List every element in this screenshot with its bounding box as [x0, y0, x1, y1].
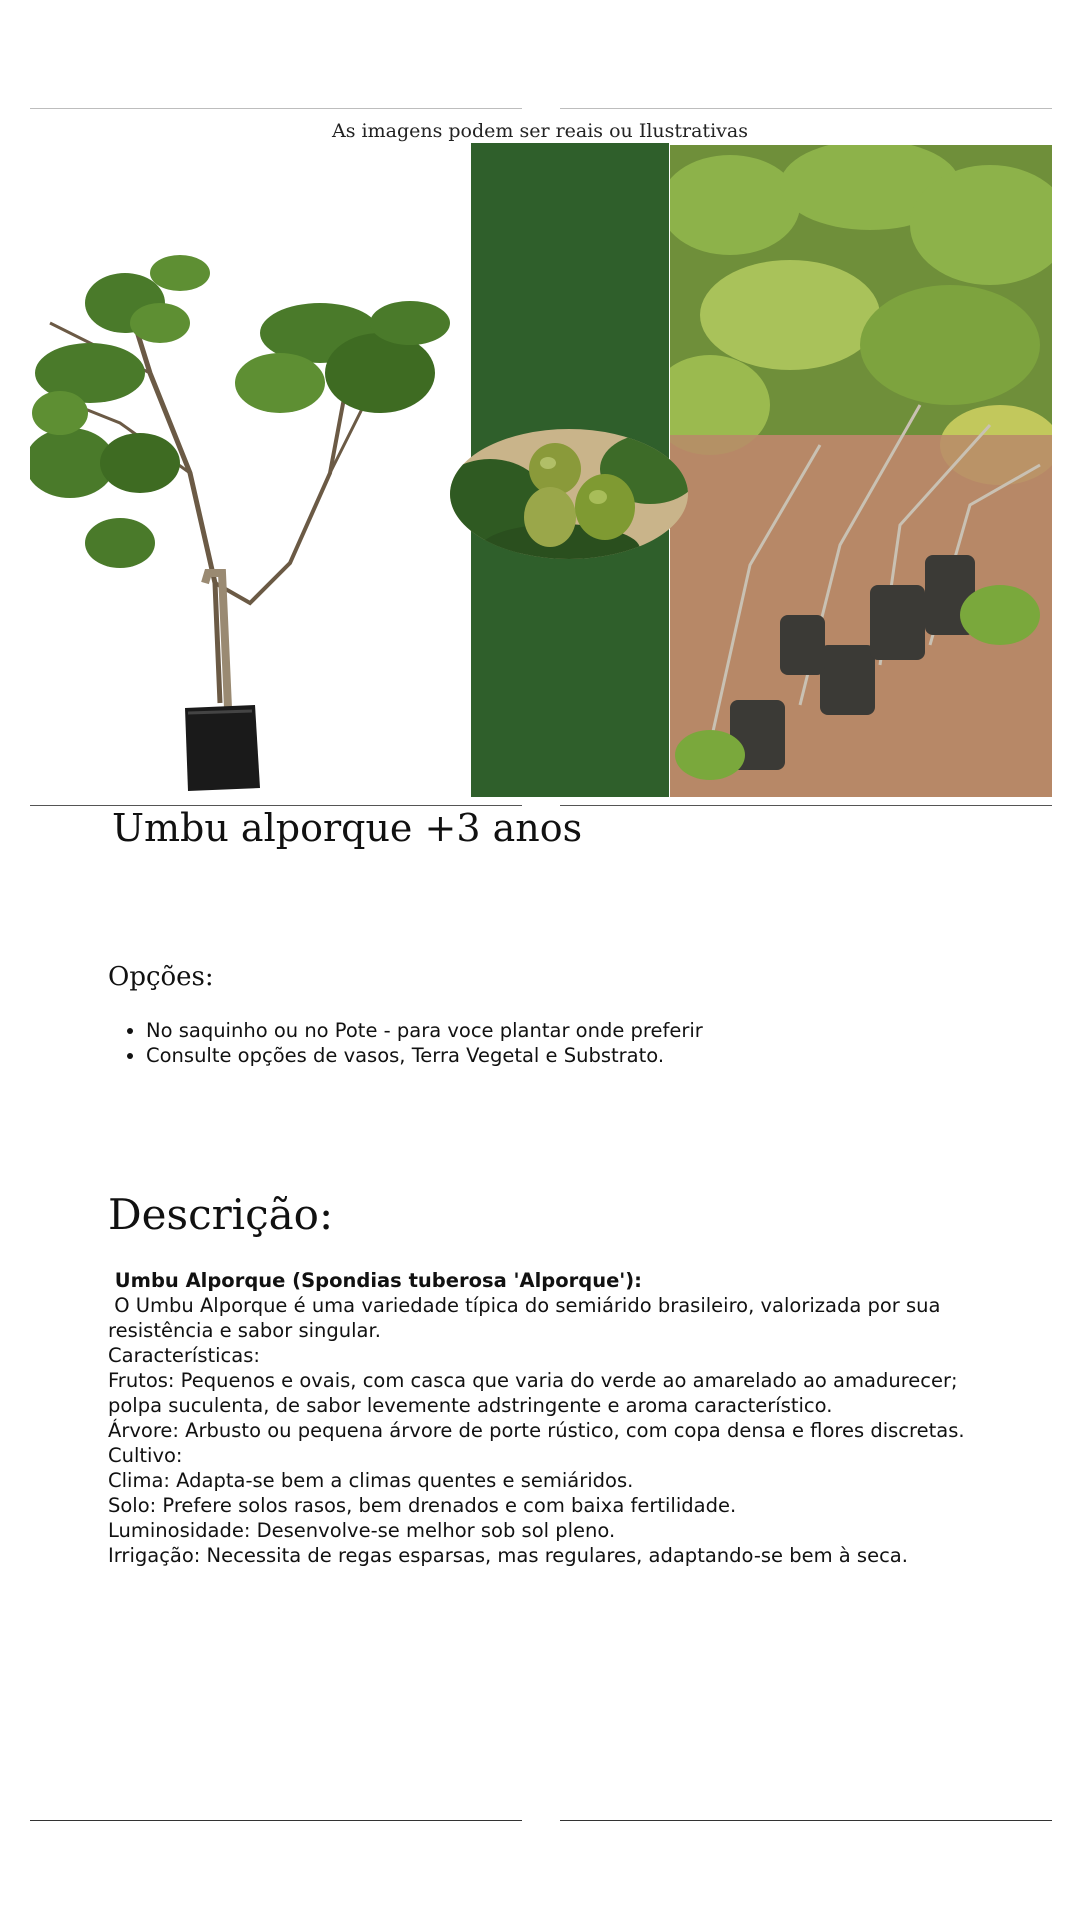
description-line: Cultivo: [108, 1444, 183, 1467]
potted-tree-photo [30, 143, 470, 797]
description-line: Árvore: Arbusto ou pequena árvore de porte rústico, com copa densa e flores discretas. [108, 1419, 965, 1442]
description-heading: Descrição: [108, 1190, 334, 1239]
bottom-divider-right [560, 1820, 1052, 1821]
nursery-seedlings-photo [670, 145, 1052, 797]
top-divider-left [30, 108, 522, 109]
mid-divider-right [560, 805, 1052, 806]
description-line: Irrigação: Necessita de regas esparsas, mas regulares, adaptando-se bem à seca. [108, 1544, 908, 1567]
description-line: O Umbu Alporque é uma variedade típica do semiárido brasileiro, valorizada por sua resistência e sabor singular. [108, 1294, 947, 1342]
product-image-banner [30, 143, 1052, 797]
product-title: Umbu alporque +3 anos [112, 806, 583, 850]
option-item: • Consulte opções de vasos, Terra Vegetal e Substrato. [146, 1043, 1026, 1068]
image-disclaimer-caption: As imagens podem ser reais ou Ilustrativas [332, 120, 748, 142]
option-item: • No saquinho ou no Pote - para voce plantar onde preferir [146, 1018, 1026, 1043]
bottom-divider-left [30, 1820, 522, 1821]
description-line: Características: [108, 1344, 260, 1367]
description-line: Solo: Prefere solos rasos, bem drenados e com baixa fertilidade. [108, 1494, 737, 1517]
options-heading: Opções: [108, 962, 214, 992]
description-line: Frutos: Pequenos e ovais, com casca que varia do verde ao amarelado ao amadurecer; polpa suculenta, de sabor levemente adstringente e aroma característico. [108, 1369, 958, 1417]
description-line: Clima: Adapta-se bem a climas quentes e semiáridos. [108, 1469, 634, 1492]
description-lead: Umbu Alporque (Spondias tuberosa 'Alporque'): [108, 1269, 642, 1292]
description-body [108, 1268, 988, 1568]
description-line: Luminosidade: Desenvolve-se melhor sob sol pleno. [108, 1519, 616, 1542]
options-list [108, 1018, 1026, 1068]
top-divider-right [560, 108, 1052, 109]
umbu-fruit-photo [450, 429, 688, 559]
